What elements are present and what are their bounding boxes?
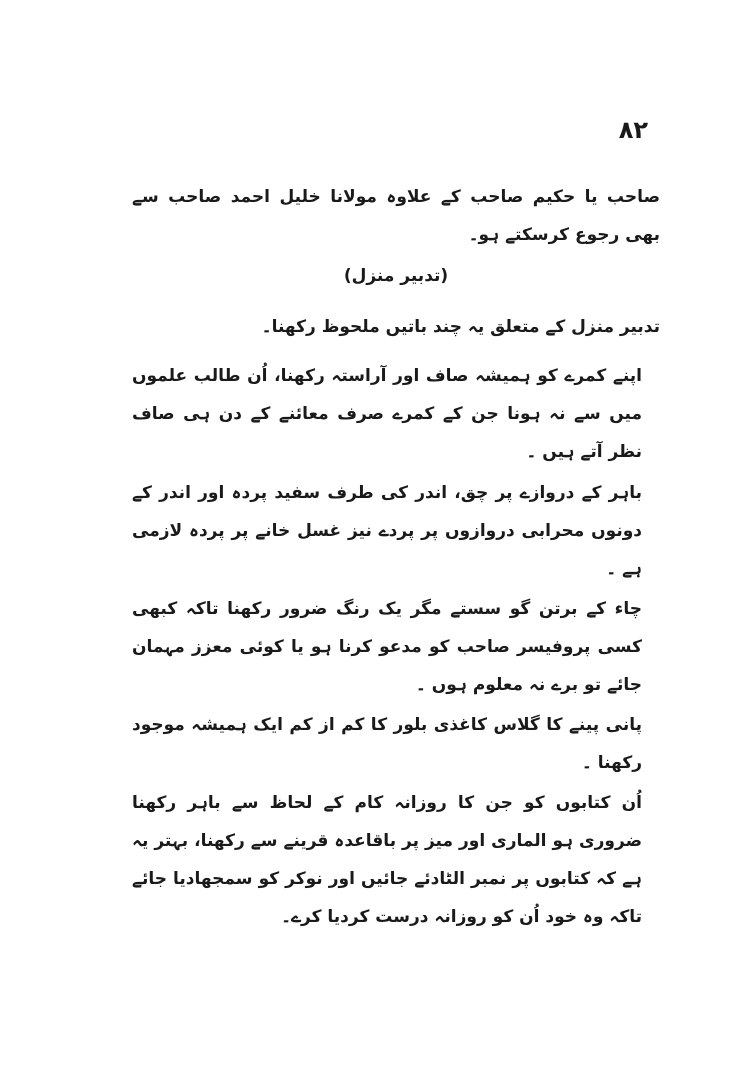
section-heading: (تدبیر منزل) — [343, 266, 449, 286]
page-number: ۸۲ — [618, 116, 648, 144]
paragraph-glass: پانی پینے کا گلاس کاغذی بلور کا کم از کم ایک ہمیشہ موجود رکھنا ۔ — [132, 715, 642, 773]
paragraph-room: اپنے کمرے کو ہمیشہ صاف اور آراستہ رکھنا، اُن طالب علموں میں سے نہ ہونا جن کے کمرے صرف معائنے کے دن ہی صاف نظر آتے ہیں ۔ — [132, 366, 642, 462]
paragraph-books: اُن کتابوں کو جن کا روزانہ کام کے لحاظ سے باہر رکھنا ضروری ہو الماری اور میز پر باقاعدہ قرینے سے رکھنا، بہتر یہ ہے کہ کتابوں پر نمبر الٹادئے جائیں اور نوکر کو سمجھادیا جائے تاکہ وہ خود اُن کو روزانہ درست کردیا کرے۔ — [132, 793, 642, 927]
paragraph-tea-set: چاء کے برتن گو سستے مگر یک رنگ ضرور رکھنا تاکہ کبھی کسی پروفیسر صاحب کو مدعو کرنا ہو یا کوئی معزز مہمان جائے تو برے نہ معلوم ہوں ۔ — [132, 599, 642, 695]
paragraph-continuation: صاحب یا حکیم صاحب کے علاوہ مولانا خلیل احمد صاحب سے بھی رجوع کرسکتے ہو۔ — [132, 187, 660, 245]
paragraph-curtains: باہر کے دروازے پر چق، اندر کی طرف سفید پردہ اور اندر کے دونوں محرابی دروازوں پر پردے نیز غسل خانے پر پردہ لازمی ہے ۔ — [132, 483, 642, 579]
paragraph-intro: تدبیر منزل کے متعلق یہ چند باتیں ملحوظ رکھنا۔ — [261, 317, 660, 337]
